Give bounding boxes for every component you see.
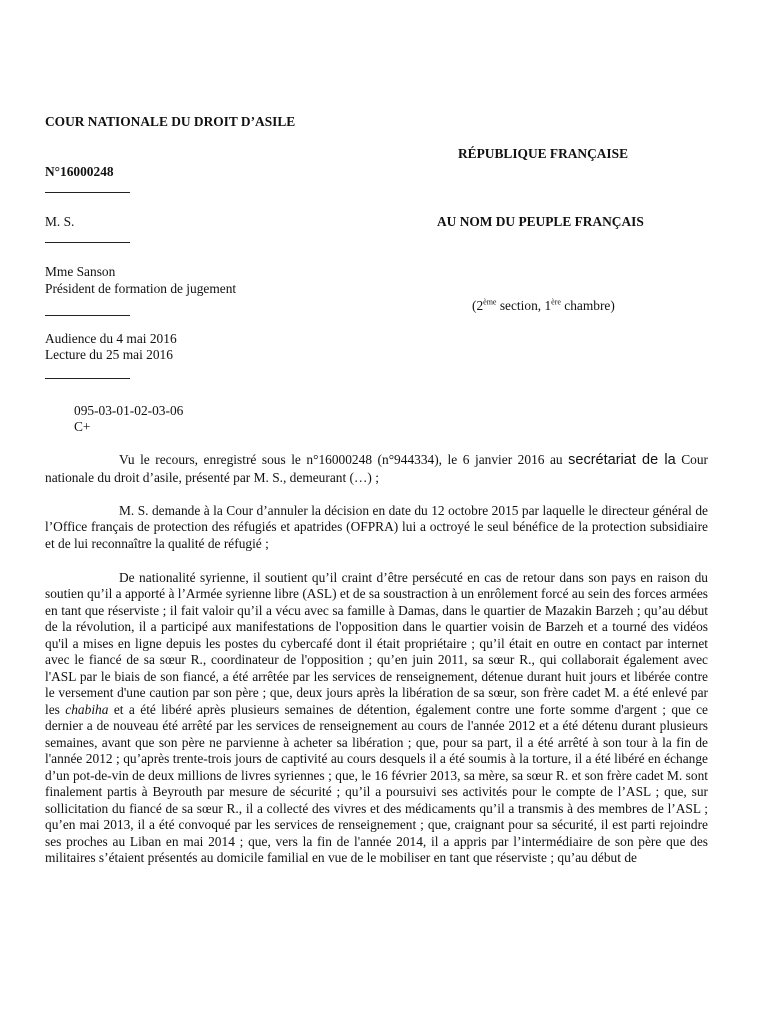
- section-sup-1: ème: [483, 297, 497, 307]
- section-sup-2: ère: [551, 297, 561, 307]
- case-number: N°16000248: [45, 164, 114, 179]
- p1-text-a: Vu le recours, enregistré sous le n°16000248 (n°944334), le 6 janvier 2016 au: [119, 452, 569, 467]
- separator-rule: [45, 378, 130, 379]
- separator-rule: [45, 315, 130, 316]
- p3-italic: chabiha: [65, 701, 109, 717]
- hearing-date: Audience du 4 mai 2016: [45, 331, 177, 346]
- section-open: (2: [472, 298, 484, 313]
- paragraph-recours: [45, 452, 708, 486]
- separator-rule: [45, 192, 130, 193]
- party-name: M. S.: [45, 214, 75, 229]
- section-close: chambre): [560, 298, 615, 313]
- p1-text-c: Cour nationale du droit d’asile, présenté par M. S., demeurant (…) ;: [45, 452, 708, 485]
- judge-name: Mme Sanson: [45, 264, 116, 279]
- judge-role: Président de formation de jugement: [45, 281, 237, 296]
- paragraph-moyens: [45, 570, 708, 867]
- p3-text-a: De nationalité syrienne, il soutient qu’il craint d’être persécuté en cas de retour dans son pays en raison du soutien qu’il a apporté à l’Armée syrienne libre (ASL) et de sa soustraction à un enrôlement forcé au sein des forces armées en tant que réserviste ; il fait valoir qu’il a vécu avec sa famille à Damas, dans le quartier de Mazakin Barzeh ; qu’au début de la révolution, il a participé aux manifestations de l'opposition dans le quartier voisin de Barzeh et a tourné des vidéos qu'il a mises en ligne depuis les postes du cybercafé dont il était propriétaire ; qu’il était en outre en contact par internet avec le fiancé de sa sœur R., coordinateur de l'opposition ; qu’en juin 2011, sa sœur R., qui collaborait également avec l'ASL par le biais de son fiancé, a été arrêtée par les services de renseignement, détenue durant huit jours et libérée contre le versement d'une caution par son père ; que, deux jours après la libération de sa sœur, son frère cadet M. a été enlevé par les: [45, 570, 708, 717]
- court-name: COUR NATIONALE DU DROIT D’ASILE: [45, 114, 296, 129]
- reading-date: Lecture du 25 mai 2016: [45, 347, 173, 362]
- classification-grade: C+: [74, 419, 91, 434]
- paragraph-demande: M. S. demande à la Cour d’annuler la décision en date du 12 octobre 2015 par laquelle le directeur général de l’Office français de protection des réfugiés et apatrides (OFPRA) lui a octroyé le seul bénéfice de la protection subsidiaire et de lui reconnaître la qualité de réfugié ;: [45, 503, 708, 551]
- separator-rule: [45, 242, 130, 243]
- p1-text-b: secrétariat de la: [568, 452, 676, 468]
- republic-heading: RÉPUBLIQUE FRANÇAISE: [458, 146, 629, 161]
- in-name-of-heading: AU NOM DU PEUPLE FRANÇAIS: [437, 214, 644, 229]
- classification-code: 095-03-01-02-03-06: [74, 403, 184, 418]
- section-chamber: [472, 298, 615, 314]
- p3-text-b: et a été libéré après plusieurs semaines de détention, également contre une forte somme d'argent ; que ce dernier a de nouveau été arrêté par les services de renseignement au cours de l'année 2012 et a été détenu durant plusieurs semaines, avant que son père ne parvienne à acheter sa libération ; que, pour sa part, il a été arrêté à son tour à la fin de l'année 2012 ; qu’après trente-trois jours de captivité au cours desquels il a été soumis à la torture, il a été libéré en échange d’un pot-de-vin de deux millions de livres syriennes ; que, le 16 février 2013, sa mère, sa sœur R. et son frère cadet M. sont finalement partis à Beyrouth par mesure de sécurité ; qu’il a poursuivi ses activités pour le compte de l’ASL ; que, sur sollicitation du fiancé de sa sœur R., il a collecté des vivres et des médicaments qu’il a transmis à des membres de l’ASL ; qu’en mai 2013, il a été convoqué par les services de renseignement ; que, craignant pour sa sécurité, il est parti rejoindre ses proches au Liban en mai 2014 ; que, vers la fin de l'année 2014, il a appris par l’intermédiaire de son père que des militaires s’étaient présentés au domicile familial en vue de le mobiliser en tant que réserviste ; qu’au début de: [45, 701, 708, 866]
- section-mid: section, 1: [496, 298, 552, 313]
